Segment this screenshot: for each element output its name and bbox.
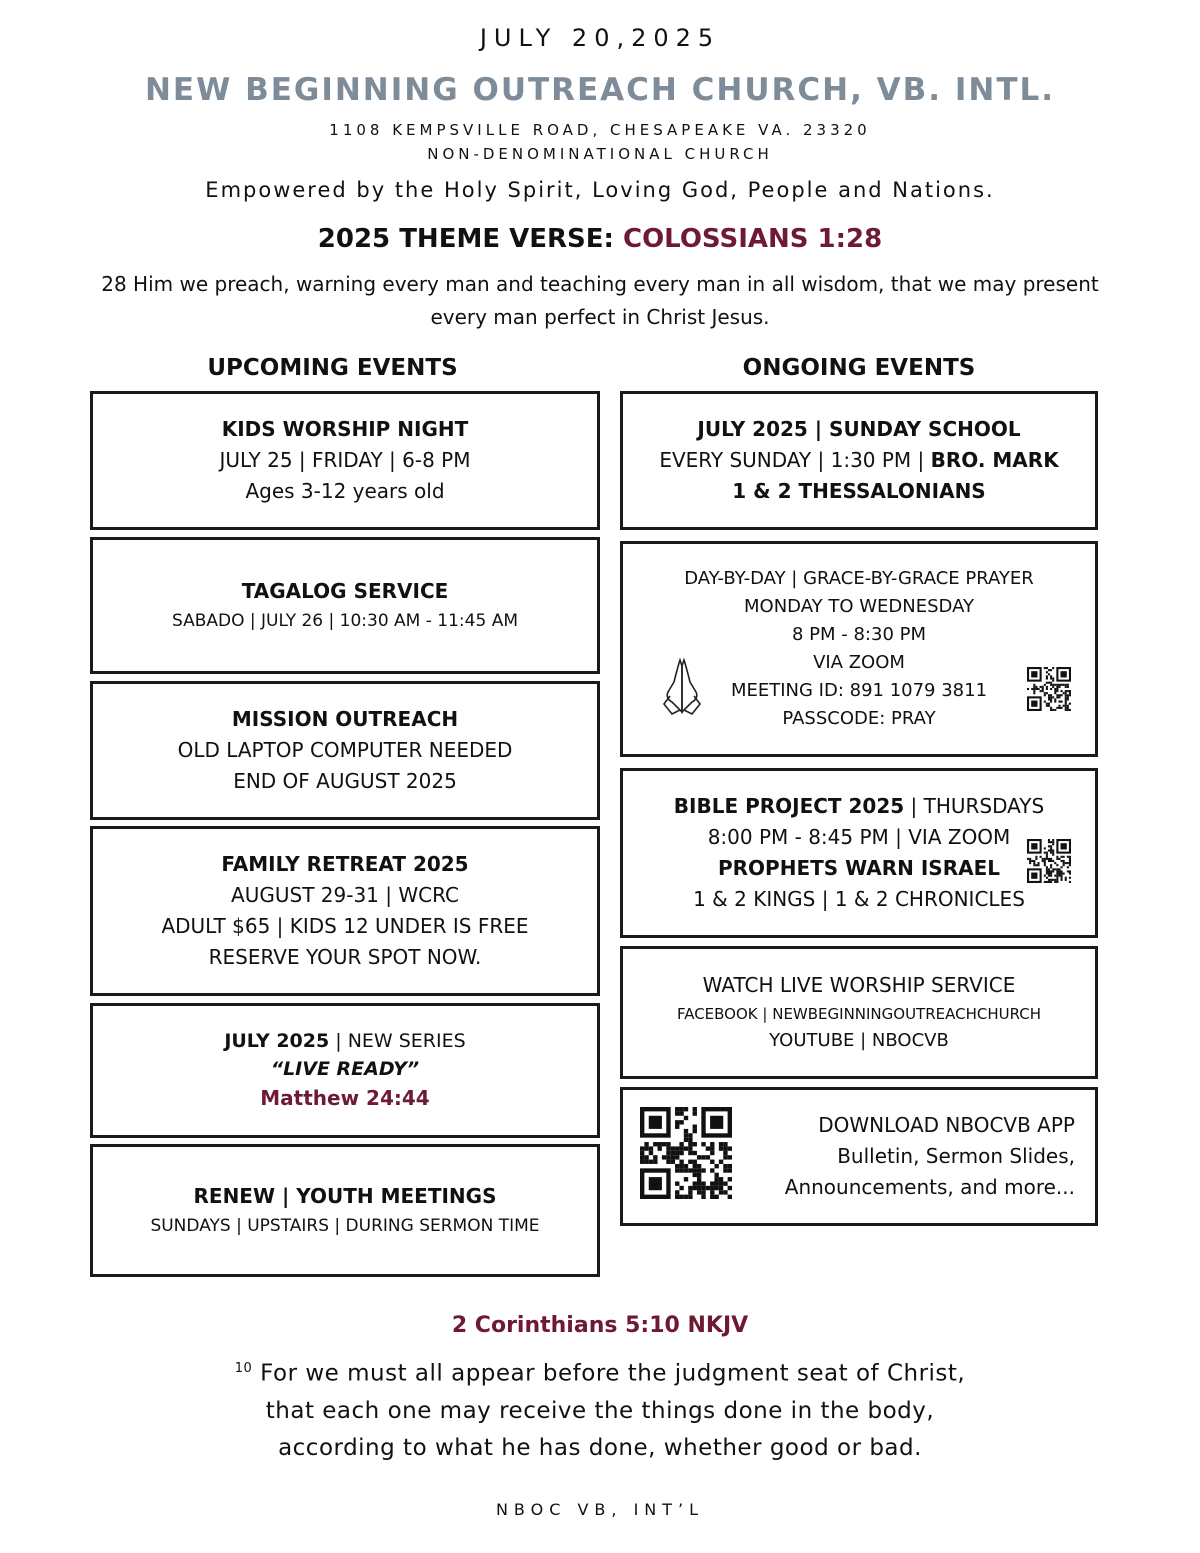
event-title: MISSION OUTREACH — [231, 707, 459, 731]
closing-verse-line: according to what he has done, whether good or bad. — [278, 1434, 922, 1461]
series-title: “LIVE READY” — [270, 1058, 420, 1080]
theme-label: 2025 THEME VERSE: — [317, 224, 614, 254]
event-when — [659, 445, 1058, 476]
ongoing-events-heading: ONGOING EVENTS — [742, 355, 976, 381]
event-title: RENEW | YOUTH MEETINGS — [193, 1184, 497, 1208]
event-card-family-retreat — [90, 826, 600, 996]
church-address: 1108 KEMPSVILLE ROAD, CHESAPEAKE VA. 23320 — [329, 121, 871, 139]
event-topic: PROPHETS WARN ISRAEL — [717, 856, 1000, 880]
event-card-mission-outreach — [90, 681, 600, 820]
theme-reference: COLOSSIANS 1:28 — [623, 224, 883, 254]
event-days: MONDAY TO WEDNESDAY — [744, 596, 974, 617]
series-heading — [224, 1027, 465, 1055]
series-label: | NEW SERIES — [329, 1030, 466, 1052]
event-title: JULY 2025 | SUNDAY SCHOOL — [697, 417, 1021, 441]
theme-verse-text: 28 Him we preach, warning every man and teaching every man in all wisdom, that we may present every man perfect in Christ Jesus. — [101, 272, 1099, 329]
event-when: JULY 25 | FRIDAY | 6-8 PM — [219, 448, 471, 472]
event-card-live-worship — [620, 946, 1098, 1079]
event-card-renew-youth — [90, 1144, 600, 1277]
event-title-bold: BIBLE PROJECT 2025 — [673, 794, 905, 818]
event-line: END OF AUGUST 2025 — [233, 769, 457, 793]
youtube-link[interactable]: YOUTUBE | NBOCVB — [769, 1030, 949, 1051]
series-date: JULY 2025 — [224, 1030, 330, 1052]
verse-number: 10 — [234, 1361, 253, 1376]
event-via: VIA ZOOM — [813, 652, 905, 673]
event-title: KIDS WORSHIP NIGHT — [221, 417, 469, 441]
church-name: NEW BEGINNING OUTREACH CHURCH, VB. INTL. — [144, 72, 1056, 108]
footer-text: NBOC VB, INT’L — [495, 1500, 705, 1519]
closing-line-text: For we must all appear before the judgment seat of Christ, — [260, 1360, 966, 1387]
closing-verse-text — [0, 1350, 1200, 1467]
praying-hands-icon — [660, 656, 704, 716]
event-title: FAMILY RETREAT 2025 — [221, 852, 469, 876]
event-book: 1 & 2 THESSALONIANS — [732, 479, 986, 503]
event-line: ADULT $65 | KIDS 12 UNDER IS FREE — [161, 914, 529, 938]
facebook-link[interactable]: FACEBOOK | NEWBEGINNINGOUTREACHCHURCH — [676, 1005, 1042, 1023]
event-title: WATCH LIVE WORSHIP SERVICE — [702, 973, 1016, 997]
theme-verse-heading — [0, 224, 1200, 254]
event-line: OLD LAPTOP COMPUTER NEEDED — [177, 738, 513, 762]
event-title: DAY-BY-DAY | GRACE-BY-GRACE PRAYER — [684, 568, 1034, 589]
qr-code-icon[interactable] — [1027, 667, 1071, 711]
church-denomination: NON-DENOMINATIONAL CHURCH — [427, 145, 773, 163]
event-title: TAGALOG SERVICE — [241, 579, 449, 603]
event-card-kids-worship — [90, 391, 600, 530]
closing-verse-line — [0, 1350, 1200, 1393]
upcoming-events-heading: UPCOMING EVENTS — [207, 355, 458, 381]
event-card-new-series — [90, 1003, 600, 1138]
event-books: 1 & 2 KINGS | 1 & 2 CHRONICLES — [693, 887, 1025, 911]
event-time: EVERY SUNDAY | 1:30 PM | — [659, 448, 931, 472]
event-ages: Ages 3-12 years old — [245, 479, 445, 503]
event-line: RESERVE YOUR SPOT NOW. — [208, 945, 482, 969]
event-line: AUGUST 29-31 | WCRC — [231, 883, 459, 907]
app-title: DOWNLOAD NBOCVB APP — [818, 1113, 1075, 1137]
app-line: Announcements, and more... — [784, 1175, 1075, 1199]
qr-code-icon[interactable] — [1027, 839, 1071, 883]
event-when: SUNDAYS | UPSTAIRS | DURING SERMON TIME — [150, 1216, 540, 1236]
app-line: Bulletin, Sermon Slides, — [837, 1144, 1075, 1168]
event-time: 8 PM - 8:30 PM — [791, 624, 927, 645]
series-reference: Matthew 24:44 — [260, 1086, 430, 1110]
closing-verse-line: that each one may receive the things done in the body, — [265, 1397, 935, 1424]
event-title — [674, 791, 1044, 822]
qr-code-icon[interactable] — [640, 1107, 732, 1199]
event-card-prayer — [620, 541, 1098, 757]
event-day: | THURSDAYS — [904, 794, 1045, 818]
event-teacher: BRO. MARK — [930, 448, 1059, 472]
church-motto: Empowered by the Holy Spirit, Loving God, People and Nations. — [205, 178, 995, 202]
event-meeting-id: MEETING ID: 891 1079 3811 — [730, 680, 988, 701]
event-card-tagalog-service — [90, 537, 600, 674]
bulletin-date: JULY 20,2025 — [479, 24, 721, 52]
closing-verse-reference: 2 Corinthians 5:10 NKJV — [451, 1313, 749, 1338]
event-when: SABADO | JULY 26 | 10:30 AM - 11:45 AM — [172, 611, 518, 631]
event-passcode: PASSCODE: PRAY — [782, 708, 936, 729]
event-card-sunday-school — [620, 391, 1098, 530]
event-time: 8:00 PM - 8:45 PM | VIA ZOOM — [707, 825, 1011, 849]
